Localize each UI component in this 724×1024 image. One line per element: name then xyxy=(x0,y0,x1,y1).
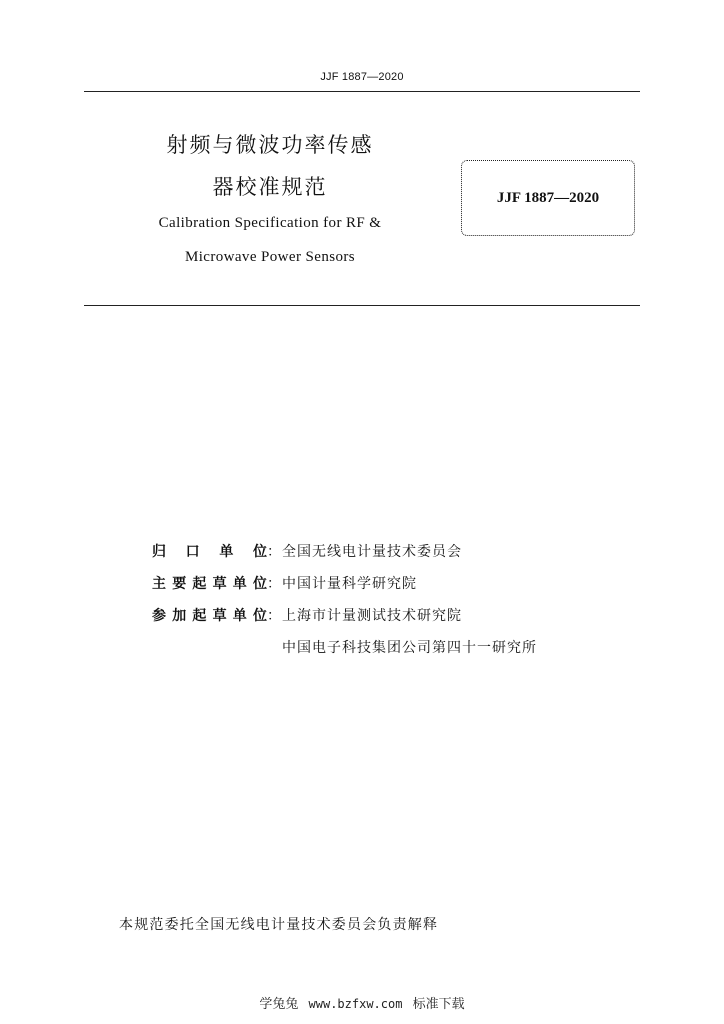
org-label-char: 起 xyxy=(192,608,207,624)
header-standard-code: JJF 1887—2020 xyxy=(320,71,404,83)
org-colon: ： xyxy=(267,576,281,592)
org-label-participating-drafting xyxy=(152,600,267,632)
org-label-char: 单 xyxy=(219,544,234,560)
org-value-responsible: 全国无线电计量技术委员会 xyxy=(282,544,462,560)
chinese-title-line-2: 器校准规范 xyxy=(212,175,328,199)
org-row-participating-drafting xyxy=(152,600,537,632)
org-label-char: 口 xyxy=(185,544,200,560)
watermark-url: www.bzfxw.com xyxy=(308,997,403,1011)
org-label-char: 主 xyxy=(152,576,166,592)
org-row-main-drafting xyxy=(152,568,537,600)
org-label-char: 起 xyxy=(192,576,207,592)
org-colon: ： xyxy=(267,544,281,560)
org-label-char: 加 xyxy=(172,608,187,624)
org-label-main-drafting xyxy=(152,568,267,600)
chinese-title-line-1: 射频与微波功率传感 xyxy=(166,133,374,157)
english-title-line-1: Calibration Specification for RF & xyxy=(158,215,382,231)
watermark-tail: 标准下载 xyxy=(412,997,465,1012)
org-label-char: 参 xyxy=(152,608,166,624)
org-label-char: 归 xyxy=(152,544,166,560)
standard-code-box-text: JJF 1887—2020 xyxy=(496,189,600,206)
org-row-continuation xyxy=(152,632,537,664)
header-rule xyxy=(84,91,640,92)
interpretation-note: 本规范委托全国无线电计量技术委员会负责解释 xyxy=(119,917,439,933)
org-label-char: 位 xyxy=(252,608,267,624)
org-colon: ： xyxy=(267,608,281,624)
org-row-responsible xyxy=(152,536,537,568)
org-label-char: 要 xyxy=(172,576,187,592)
org-value-main-drafting: 中国计量科学研究院 xyxy=(282,576,417,592)
org-label-char: 草 xyxy=(212,608,227,624)
standard-code-box xyxy=(461,160,635,236)
watermark-site: 学兔兔 xyxy=(259,997,299,1012)
org-label-char: 位 xyxy=(252,576,267,592)
org-label-responsible xyxy=(152,536,267,568)
org-value-participating-drafting: 上海市计量测试技术研究院 xyxy=(282,608,462,624)
organizations-block xyxy=(152,536,537,664)
english-title-line-2: Microwave Power Sensors xyxy=(184,249,355,265)
org-label-char: 单 xyxy=(232,576,247,592)
org-label-char: 草 xyxy=(212,576,227,592)
org-value-continuation: 中国电子科技集团公司第四十一研究所 xyxy=(282,640,537,656)
org-label-char: 位 xyxy=(252,544,267,560)
title-section-rule xyxy=(84,305,640,306)
org-label-char: 单 xyxy=(232,608,247,624)
footer-watermark xyxy=(0,993,724,1012)
